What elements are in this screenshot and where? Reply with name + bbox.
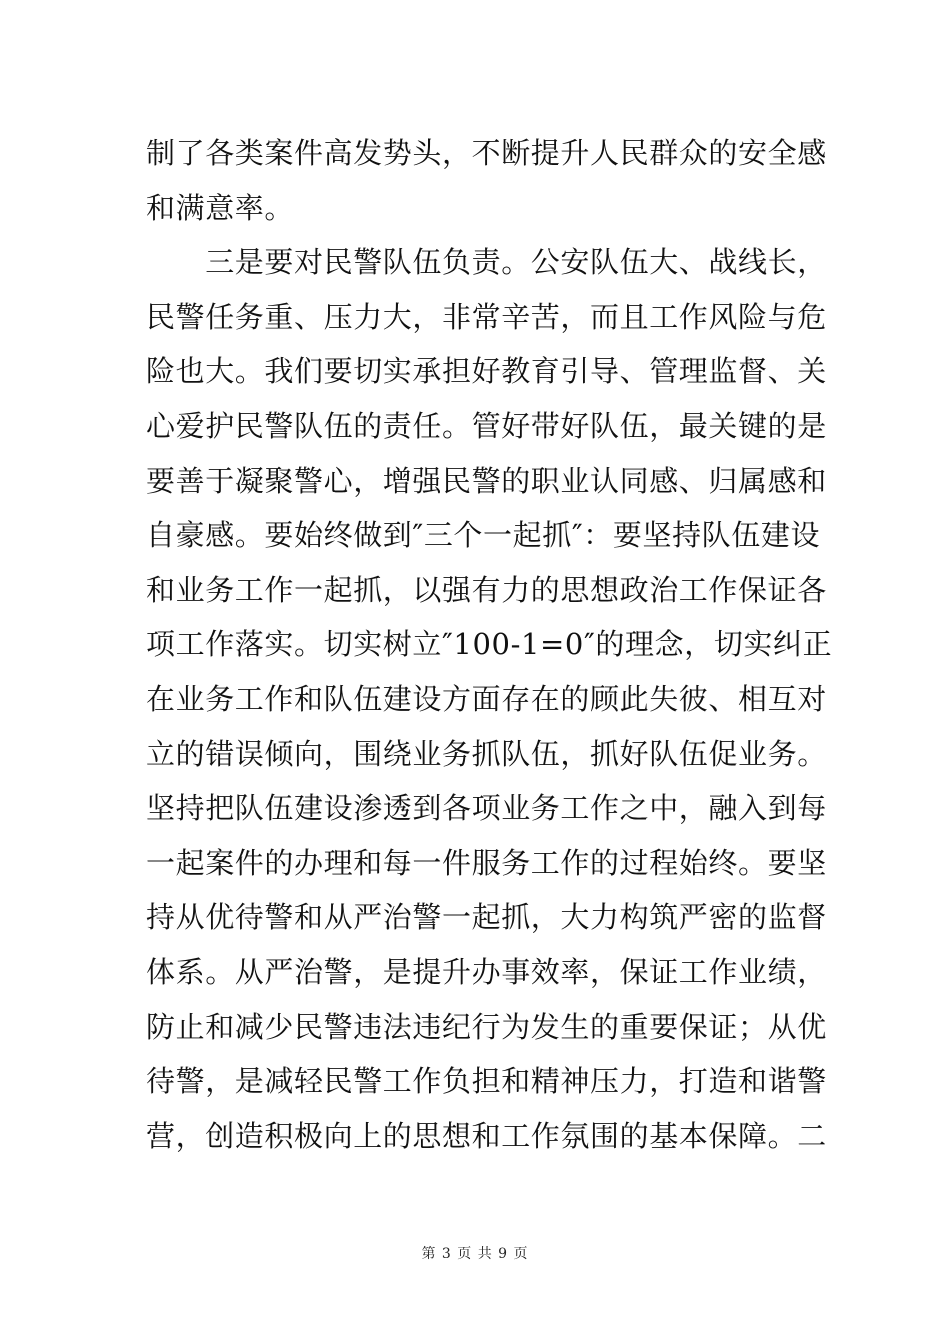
text-line: 待警，是减轻民警工作负担和精神压力，打造和谐警 [146, 1064, 827, 1099]
body-text [146, 126, 833, 1163]
text-line: 要善于凝聚警心，增强民警的职业认同感、归属感和 [146, 463, 827, 498]
page-number-footer: 第 3 页 共 9 页 [421, 1246, 529, 1262]
text-line: 项工作落实。切实树立″100-1=0″的理念，切实纠正 [146, 627, 833, 662]
text-line: 和满意率。 [146, 190, 295, 225]
text-line: 制了各类案件高发势头，不断提升人民群众的安全感 [146, 136, 827, 170]
text-line: 在业务工作和队伍建设方面存在的顾此失彼、相互对 [146, 681, 827, 716]
text-line: 防止和减少民警违法违纪行为发生的重要保证；从优 [146, 1009, 827, 1044]
text-line: 坚持把队伍建设渗透到各项业务工作之中，融入到每 [146, 791, 827, 826]
text-line: 险也大。我们要切实承担好教育引导、管理监督、关 [146, 354, 827, 389]
text-line: 三是要对民警队伍负责。公安队伍大、战线长， [146, 245, 827, 280]
text-line: 自豪感。要始终做到″三个一起抓″：要坚持队伍建设 [146, 518, 821, 553]
text-line: 持从优待警和从严治警一起抓，大力构筑严密的监督 [146, 900, 827, 935]
text-line: 和业务工作一起抓，以强有力的思想政治工作保证各 [146, 572, 827, 607]
text-line: 一起案件的办理和每一件服务工作的过程始终。要坚 [146, 845, 827, 880]
text-line: 体系。从严治警，是提升办事效率，保证工作业绩， [146, 954, 827, 989]
text-line: 营，创造积极向上的思想和工作氛围的基本保障。二 [146, 1118, 827, 1153]
text-line: 心爱护民警队伍的责任。管好带好队伍，最关键的是 [146, 408, 827, 443]
text-line: 立的错误倾向，围绕业务抓队伍，抓好队伍促业务。 [146, 736, 827, 771]
text-line: 民警任务重、压力大，非常辛苦，而且工作风险与危 [146, 299, 827, 334]
